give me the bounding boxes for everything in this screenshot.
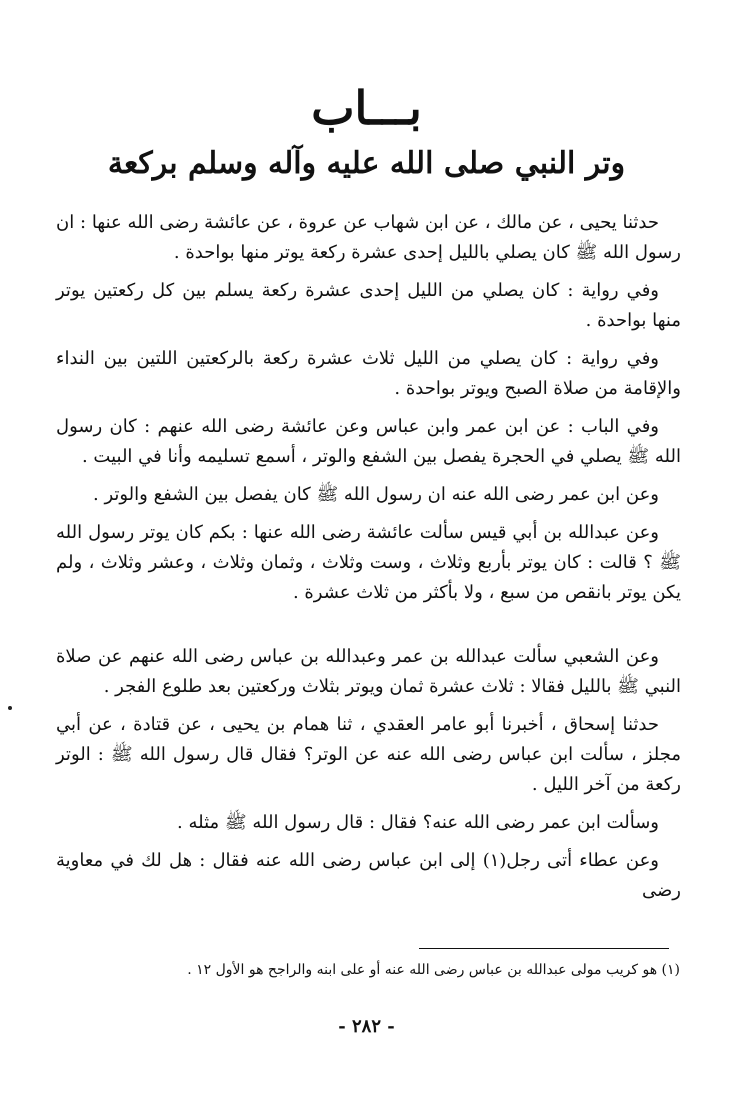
body-text xyxy=(56,208,681,914)
page-number: - ٢٨٢ - xyxy=(338,1016,395,1037)
footnote-divider xyxy=(419,948,669,949)
paragraph: وفي الباب : عن ابن عمر وابن عباس وعن عائشة رضى الله عنهم : كان رسول الله ﷺ يصلي في الحجرة يفصل بين الشفع والوتر ، أسمع تسليمه وأنا في البيت . xyxy=(56,416,681,467)
paragraph: وفي رواية : كان يصلي من الليل ثلاث عشرة ركعة بالركعتين اللتين بين النداء والإقامة من صلاة الصبح ويوتر بواحدة . xyxy=(56,348,681,399)
paragraph: وسألت ابن عمر رضى الله عنه؟ فقال : قال رسول الله ﷺ مثله . xyxy=(177,812,659,833)
chapter-heading: بـــاب xyxy=(311,81,422,135)
scan-speck xyxy=(8,706,12,710)
section-title: وتر النبي صلى الله عليه وآله وسلم بركعة xyxy=(107,146,626,181)
paragraph: وعن عطاء أتى رجل(١) إلى ابن عباس رضى الله عنه فقال : هل لك في معاوية رضى xyxy=(56,850,681,901)
paragraph: وعن ابن عمر رضى الله عنه ان رسول الله ﷺ كان يفصل بين الشفع والوتر . xyxy=(93,484,659,505)
footnote: (١) هو كريب مولى عبدالله بن عباس رضى الله عنه أو على ابنه والراجح هو الأول ١٢ . xyxy=(187,962,680,978)
paragraph: وفي رواية : كان يصلي من الليل إحدى عشرة ركعة يسلم بين كل ركعتين يوتر منها بواحدة . xyxy=(56,280,681,331)
paragraph: وعن عبدالله بن أبي قيس سألت عائشة رضى الله عنها : بكم كان يوتر رسول الله ﷺ ؟ قالت : كان يوتر بأربع وثلاث ، وست وثلاث ، وثمان وثلاث ، وعشر وثلاث ، ولم يكن يوتر بانقص من سبع ، ولا بأكثر من ثلاث عشرة . xyxy=(56,522,681,603)
paragraph: حدثنا يحيى ، عن مالك ، عن ابن شهاب عن عروة ، عن عائشة رضى الله عنها : ان رسول الله ﷺ كان يصلي بالليل إحدى عشرة ركعة يوتر منها بواحدة . xyxy=(56,212,681,263)
paragraph: حدثنا إسحاق ، أخبرنا أبو عامر العقدي ، ثنا همام بن يحيى ، عن قتادة ، عن أبي مجلز ، سألت ابن عباس رضى الله عنه عن الوتر؟ فقال قال رسول الله ﷺ : الوتر ركعة من آخر الليل . xyxy=(56,714,681,795)
paragraph: وعن الشعبي سألت عبدالله بن عمر وعبدالله بن عباس رضى الله عنهم عن صلاة النبي ﷺ بالليل فقالا : ثلاث عشرة ثمان ويوتر بثلاث وركعتين بعد طلوع الفجر . xyxy=(56,646,681,697)
